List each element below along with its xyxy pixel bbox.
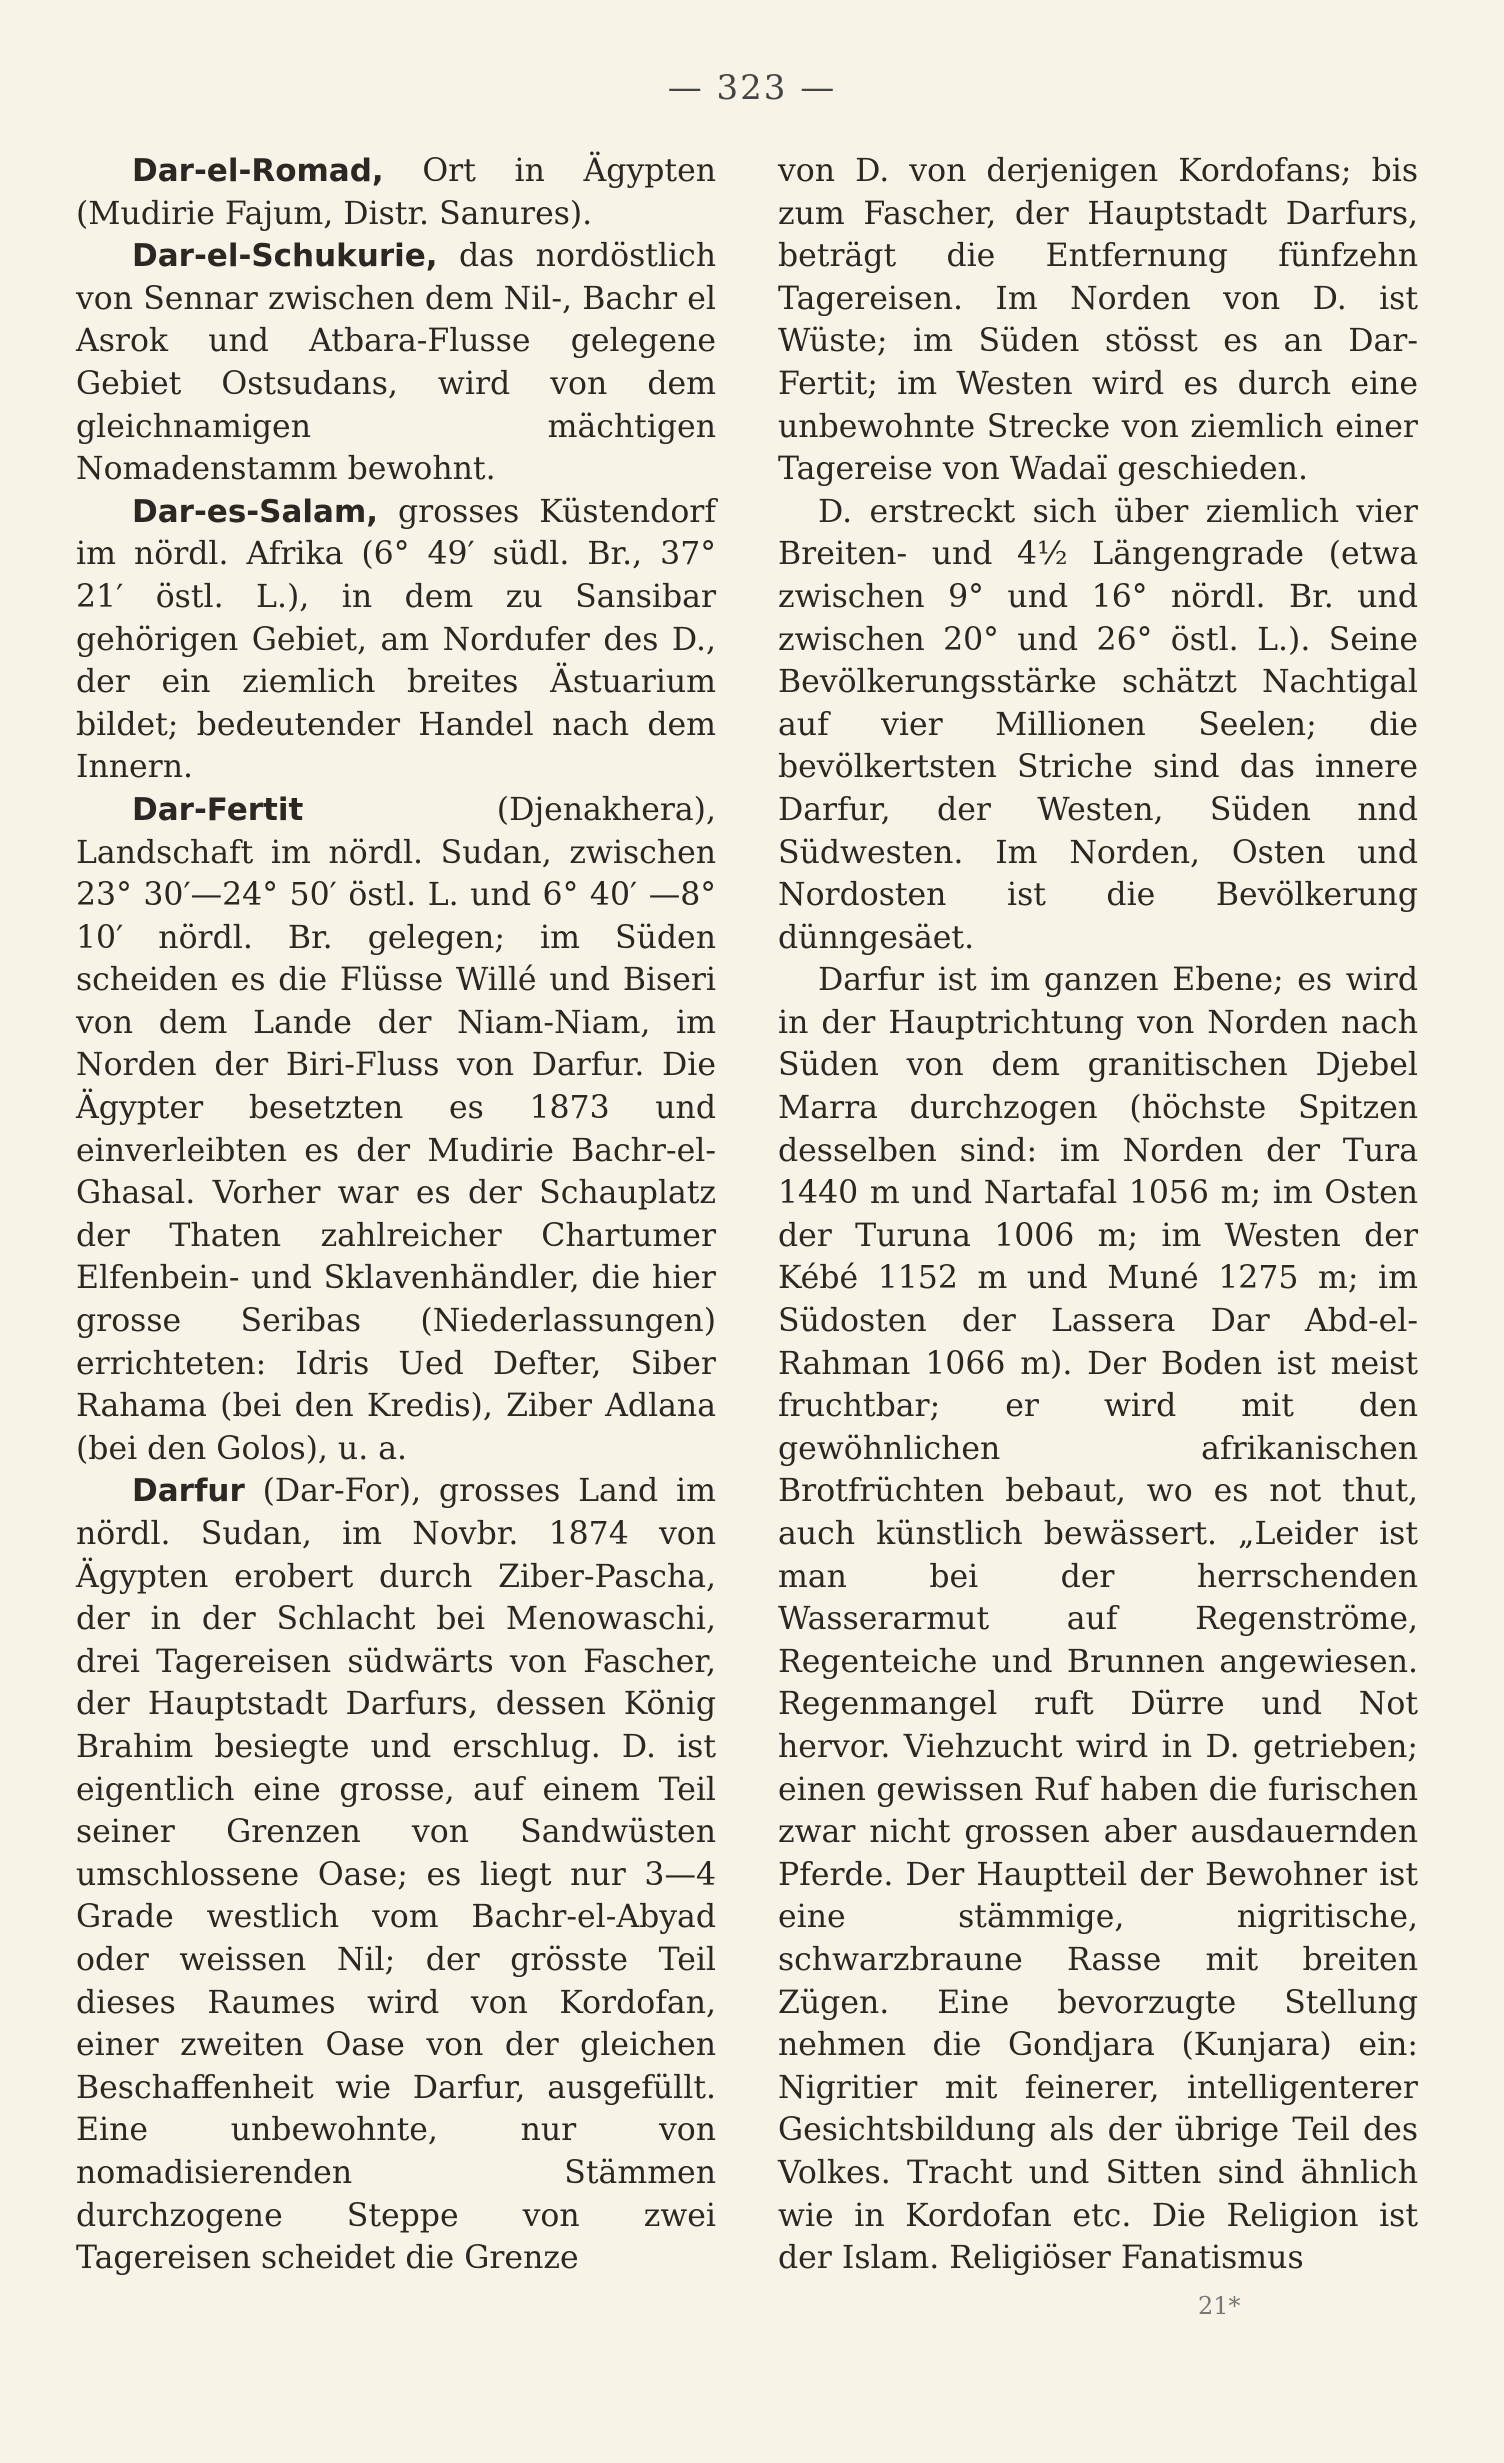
headword: Dar-el-Schukurie, (132, 238, 438, 275)
entry-dar-es-salam (76, 491, 716, 789)
headword: Darfur (132, 1473, 245, 1510)
darfur-continuation: von D. von derjenigen Kordofans; bis zum Fascher, der Hauptstadt Darfurs, beträgt die Entfernung fünfzehn Tagereisen. Im Norden von D. ist Wüste; im Süden stösst es an Dar-Fertit; im Westen wird es durch eine unbewohnte Strecke von ziemlich einer Tagereise von Wadaï geschieden. (778, 153, 1418, 488)
entry-text: grosses Küstendorf im nördl. Afrika (6° 49′ südl. Br., 37° 21′ östl. L.), in dem zu Sansibar gehörigen Gebiet, am Nordufer des D., der ein ziemlich breites Ästuarium bildet; bedeutender Handel nach dem Innern. (76, 493, 716, 786)
headword: Dar-Fertit (132, 791, 304, 828)
page-number: — 323 — (667, 68, 837, 108)
entry-dar-el-romad (76, 150, 716, 235)
right-column (778, 150, 1418, 2280)
entry-dar-el-schukurie (76, 235, 716, 491)
darfur-terrain-paragraph: Darfur ist im ganzen Ebene; es wird in der Hauptrichtung von Norden nach Süden von dem granitischen Djebel Marra durchzogen (höchste Spitzen desselben sind: im Norden der Tura 1440 m und Nartafal 1056 m; im Osten der Turuna 1006 m; im Westen der Kébé 1152 m und Muné 1275 m; im Südosten der Lassera Dar Abd-el-Rahman 1066 m). Der Boden ist meist fruchtbar; er wird mit den gewöhnlichen afrikanischen Brotfrüchten bebaut, wo es not thut, auch künstlich bewässert. „Leider ist man bei der herrschenden Wasserarmut auf Regenströme, Regenteiche und Brunnen angewiesen. Regenmangel ruft Dürre und Not hervor. Viehzucht wird in D. getrieben; einen gewissen Ruf haben die furischen zwar nicht grossen aber ausdauernden Pferde. Der Hauptteil der Bewohner ist eine stämmige, nigritische, schwarzbraune Rasse mit breiten Zügen. Eine bevorzugte Stellung nehmen die Gondjara (Kunjara) ein: Nigritier mit feinerer, intelligenterer Gesichtsbildung als der übrige Teil des Volkes. Tracht und Sitten sind ähnlich wie in Kordofan etc. Die Religion ist der Islam. Religiöser Fanatismus (778, 962, 1418, 2277)
darfur-extent-paragraph: D. erstreckt sich über ziemlich vier Breiten- und 4½ Längengrade (etwa zwischen 9° und 16° nördl. Br. und zwischen 20° und 26° östl. L.). Seine Bevölkerungsstärke schätzt Nachtigal auf vier Millionen Seelen; die bevölkertsten Striche sind das innere Darfur, der Westen, Süden nnd Südwesten. Im Norden, Osten und Nordosten ist die Bevölkerung dünngesäet. (778, 493, 1418, 956)
entry-text: Ort in Ägypten (Mudirie Fajum, Distr. Sanures). (76, 153, 716, 232)
headword: Dar-es-Salam, (132, 493, 379, 530)
signature-mark: 21* (1198, 2292, 1241, 2320)
headword: Dar-el-Romad, (132, 153, 384, 189)
entry-text: (Dar-For), grosses Land im nördl. Sudan, im Novbr. 1874 von Ägypten erobert durch Ziber-Pascha, der in der Schlacht bei Menowaschi, drei Tagereisen südwärts von Fascher, der Hauptstadt Darfurs, dessen König Brahim besiegte und erschlug. D. ist eigentlich eine grosse, auf einem Teil seiner Grenzen von Sandwüsten umschlossene Oase; es liegt nur 3—4 Grade westlich vom Bachr-el-Abyad oder weissen Nil; der grösste Teil dieses Raumes wird von Kordofan, einer zweiten Oase von der gleichen Beschaffenheit wie Darfur, ausgefüllt. Eine unbewohnte, nur von nomadisierenden Stämmen durchzogene Steppe von zwei Tagereisen scheidet die Grenze (76, 1473, 716, 2277)
left-column (76, 150, 716, 2280)
entry-text: das nordöstlich von Sennar zwischen dem Nil-, Bachr el Asrok und Atbara-Flusse gelegene Gebiet Ostsudans, wird von dem gleichnamigen mächtigen Nomadenstamm bewohnt. (76, 238, 716, 488)
entry-dar-fertit (76, 789, 716, 1471)
entry-darfur (76, 1470, 716, 2279)
entry-text: (Djenakhera), Landschaft im nördl. Sudan, zwischen 23° 30′—24° 50′ östl. L. und 6° 40′ —8° 10′ nördl. Br. gelegen; im Süden scheiden es die Flüsse Willé und Biseri von dem Lande der Niam-Niam, im Norden der Biri-Fluss von Darfur. Die Ägypter besetzten es 1873 und einverleibten es der Mudirie Bachr-el-Ghasal. Vorher war es der Schauplatz der Thaten zahlreicher Chartumer Elfenbein- und Sklavenhändler, die hier grosse Seribas (Niederlassungen) errichteten: Idris Ued Defter, Siber Rahama (bei den Kredis), Ziber Adlana (bei den Golos), u. a. (76, 791, 716, 1467)
